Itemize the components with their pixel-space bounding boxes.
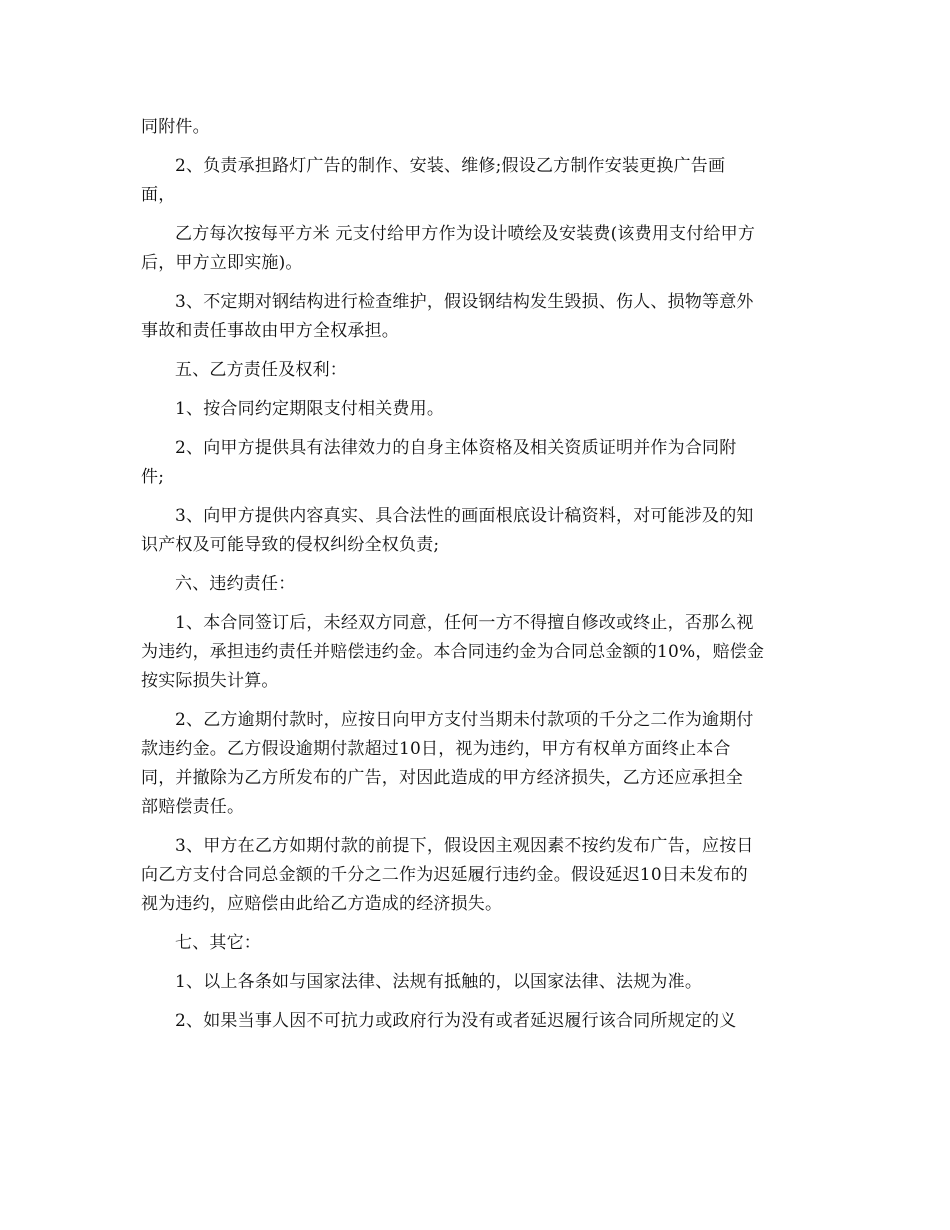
text-line: 1、本合同签订后，未经双方同意，任何一方不得擅自修改或终止，否那么视 [175,613,754,633]
text-line: 识产权及可能导致的侵权纠纷全权负责; [141,535,440,555]
text-line: 视为违约，应赔偿由此给乙方造成的经济损失。 [141,894,503,914]
text-line: 部赔偿责任。 [141,797,245,817]
text-line: 按实际损失计算。 [141,671,279,691]
text-line: 为违约，承担违约责任并赔偿违约金。本合同违约金为合同总金额的10%，赔偿金 [141,642,765,662]
section-heading: 六、违约责任： [175,574,296,594]
text-line: 3、甲方在乙方如期付款的前提下，假设因主观因素不按约发布广告，应按日 [175,836,754,856]
text-line: 1、以上各条如与国家法律、法规有抵触的，以国家法律、法规为准。 [175,972,703,992]
text-line: 件; [141,467,165,487]
text-line: 款违约金。乙方假设逾期付款超过10日，视为违约，甲方有权单方面终止本合 [141,739,731,759]
section-heading: 七、其它： [175,933,261,953]
text-line: 2、向甲方提供具有法律效力的自身主体资格及相关资质证明并作为合同附 [175,438,737,458]
text-line: 事故和责任事故由甲方全权承担。 [141,321,399,341]
text-line: 乙方每次按每平方米 元支付给甲方作为设计喷绘及安装费(该费用支付给甲方 [175,224,756,244]
contract-body [141,113,810,1036]
section-heading: 五、乙方责任及权利： [175,360,347,380]
text-line: 2、负责承担路灯广告的制作、安装、维修;假设乙方制作安装更换广告画 [175,156,726,176]
text-line: 2、如果当事人因不可抗力或政府行为没有或者延迟履行该合同所规定的义 [175,1011,737,1031]
text-line: 向乙方支付合同总金额的千分之二作为迟延履行违约金。假设延迟10日未发布的 [141,865,748,885]
text-line: 3、不定期对钢结构进行检查维护，假设钢结构发生毁损、伤人、损物等意外 [175,292,754,312]
text-line: 1、按合同约定期限支付相关费用。 [175,399,445,419]
text-line: 同附件。 [141,117,210,137]
text-line: 后，甲方立即实施)。 [141,253,303,273]
text-line: 面， [141,185,176,205]
text-line: 2、乙方逾期付款时，应按日向甲方支付当期未付款项的千分之二作为逾期付 [175,710,754,730]
text-line: 3、向甲方提供内容真实、具合法性的画面根底设计稿资料，对可能涉及的知 [175,506,754,526]
text-line: 同，并撤除为乙方所发布的广告，对因此造成的甲方经济损失，乙方还应承担全 [141,768,743,788]
